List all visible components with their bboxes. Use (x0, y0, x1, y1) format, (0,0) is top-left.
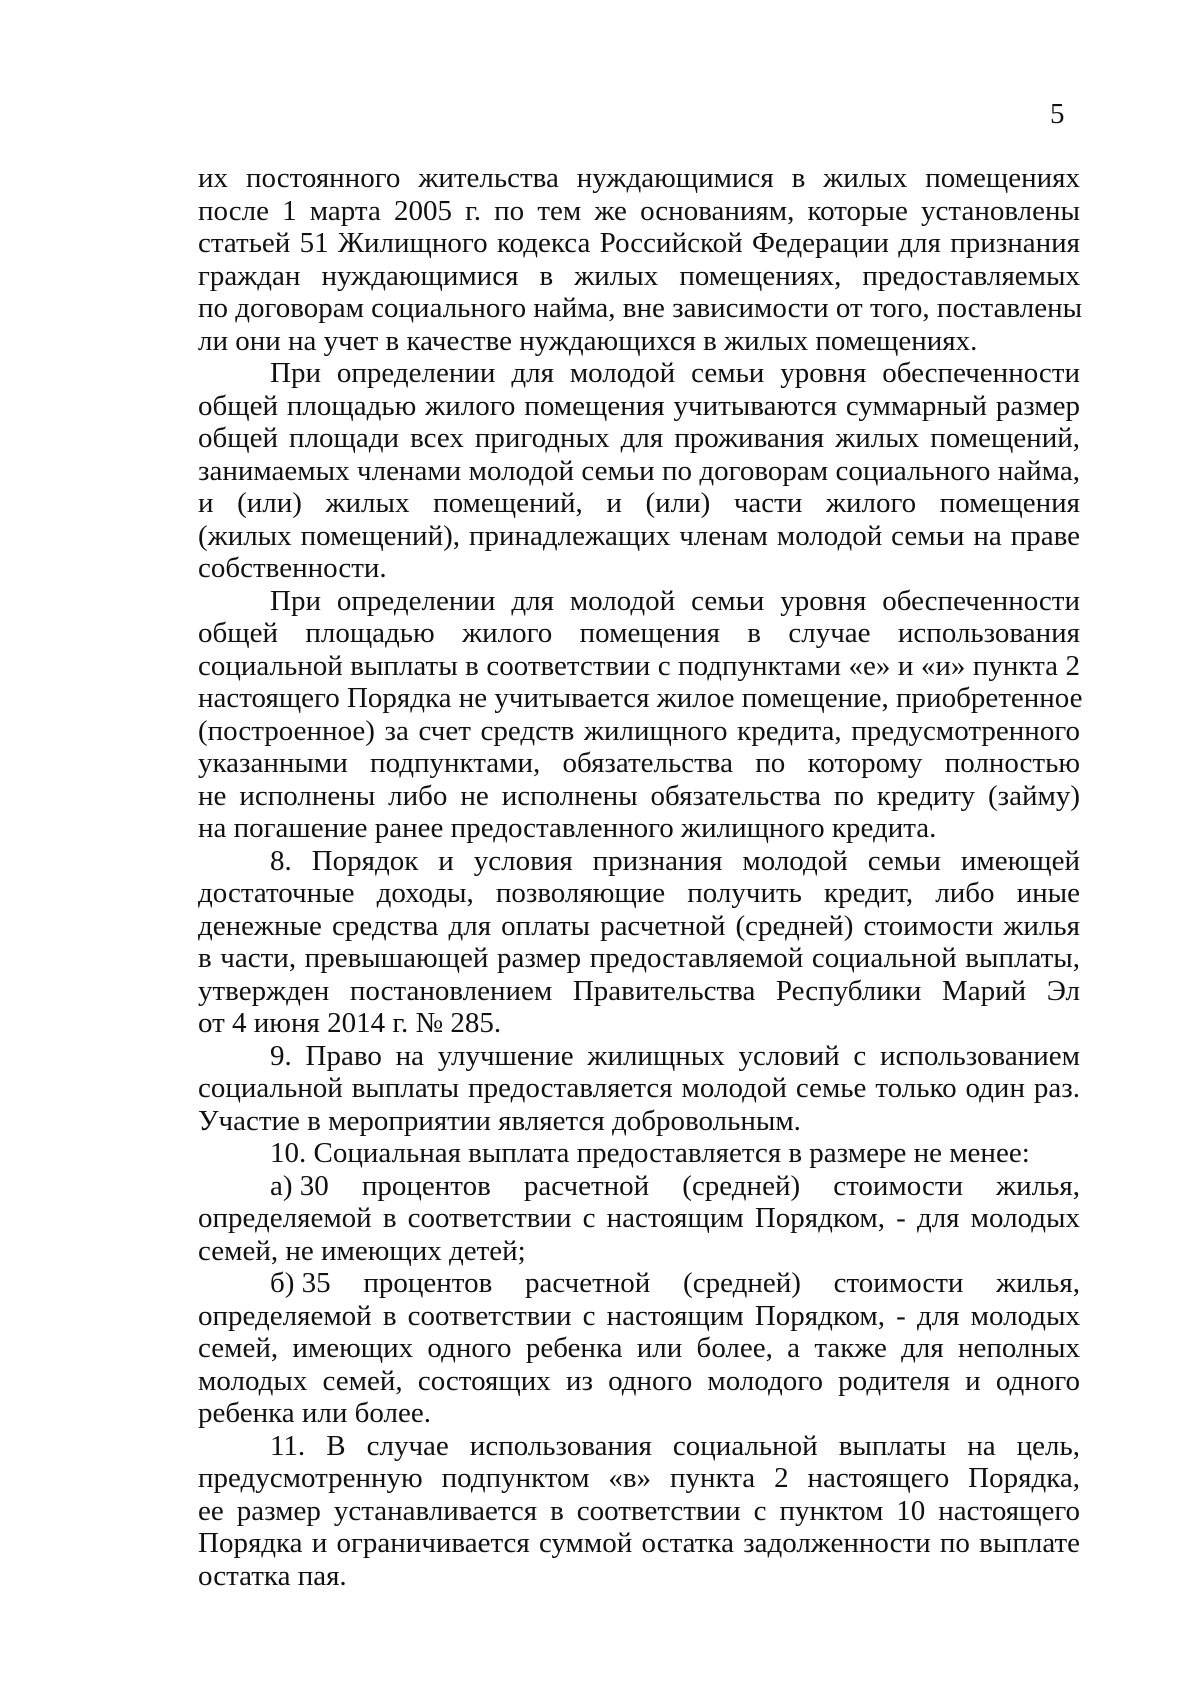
text-line: их постоянного жительства нуждающимися в жилых помещениях (198, 162, 1080, 194)
word: (средней) (683, 1267, 801, 1299)
text-line: 8. Порядок и условия признания молодой семьи имеющей (270, 844, 1080, 877)
text-line: граждан нуждающимися в жилых помещениях, предоставляемых (198, 259, 1080, 292)
text-line: и (или) жилых помещений, и (или) части жилого помещения (198, 487, 1080, 519)
text-line: социальной выплаты предоставляется молодой семье только один раз. (198, 1072, 1080, 1104)
word: процентов (361, 1169, 491, 1202)
text-line: в части, превышающей размер предоставляемой социальной выплаты, (198, 942, 1080, 974)
text-line: настоящего Порядка не учитывается жилое помещение, приобретенное (198, 682, 1083, 714)
text-line: Участие в мероприятии является добровольным. (198, 1104, 801, 1137)
word: расчетной (523, 1169, 650, 1202)
text-line: 10. Социальная выплата предоставляется в размере не менее: (270, 1137, 1030, 1169)
text-line: Порядка и ограничивается суммой остатка задолженности по выплате (198, 1527, 1080, 1559)
word: процентов (363, 1267, 493, 1299)
text-line: определяемой в соответствии с настоящим Порядком, - для молодых (198, 1299, 1080, 1332)
text-line: от 4 июня 2014 г. № 285. (198, 1007, 502, 1039)
text-line: общей площадью жилого помещения учитываются суммарный размер (198, 389, 1080, 422)
text-line: 11. В случае использования социальной выплаты на цель, (270, 1429, 1080, 1462)
word: (средней) (682, 1169, 801, 1202)
word: жилья, (996, 1169, 1080, 1202)
text-line: статьей 51 Жилищного кодекса Российской Федерации для признания (198, 227, 1080, 259)
text-line: после 1 марта 2005 г. по тем же основаниям, которые установлены (198, 194, 1080, 227)
text-line: При определении для молодой семьи уровня обеспеченности (270, 584, 1080, 617)
text-line: достаточные доходы, позволяющие получить кредит, либо иные (198, 877, 1080, 909)
text-line: ее размер устанавливается в соответствии с пунктом 10 настоящего (198, 1494, 1080, 1527)
word: стоимости (833, 1169, 964, 1202)
text-line: семей, не имеющих детей; (198, 1234, 526, 1267)
page-number: 5 (1050, 98, 1065, 130)
word: б) 35 (270, 1267, 331, 1299)
text-line: общей площадью жилого помещения в случае использования (198, 617, 1080, 649)
text-line: на погашение ранее предоставленного жилищного кредита. (198, 812, 937, 844)
word: жилья, (996, 1267, 1080, 1299)
text-line: предусмотренную подпунктом «в» пункта 2 настоящего Порядка, (198, 1462, 1080, 1494)
text-line: ребенка или более. (198, 1397, 432, 1429)
text-line: остатка пая. (198, 1559, 347, 1592)
text-line: определяемой в соответствии с настоящим Порядком, - для молодых (198, 1202, 1080, 1234)
text-line: ли они на учет в качестве нуждающихся в жилых помещениях. (198, 324, 978, 357)
text-line: социальной выплаты в соответствии с подпунктами «е» и «и» пункта 2 (198, 649, 1080, 682)
text-line: молодых семей, состоящих из одного молодого родителя и одного (198, 1364, 1080, 1397)
text-line: по договорам социального найма, вне зависимости от того, поставлены (198, 292, 1083, 324)
text-line: указанными подпунктами, обязательства по которому полностью (198, 747, 1080, 779)
text-line: общей площади всех пригодных для проживания жилых помещений, (198, 422, 1080, 454)
text-line: занимаемых членами молодой семьи по договорам социального найма, (198, 454, 1080, 487)
subitem-b-first-line (198, 1267, 1080, 1300)
text-line: денежные средства для оплаты расчетной (средней) стоимости жилья (198, 909, 1080, 942)
word: расчетной (525, 1267, 651, 1299)
text-line: семей, имеющих одного ребенка или более, а также для неполных (198, 1332, 1080, 1364)
text-line: не исполнены либо не исполнены обязательства по кредиту (займу) (198, 779, 1080, 812)
subitem-a-first-line (198, 1170, 1080, 1203)
text-line: При определении для молодой семьи уровня обеспеченности (270, 357, 1080, 389)
word: стоимости (833, 1267, 964, 1299)
text-line: утвержден постановлением Правительства Республики Марий Эл (198, 974, 1080, 1007)
text-line: (жилых помещений), принадлежащих членам молодой семьи на праве (198, 519, 1080, 552)
text-line: 9. Право на улучшение жилищных условий с использованием (270, 1039, 1080, 1072)
text-line: собственности. (198, 552, 387, 584)
body-text (198, 162, 1083, 1592)
word: а) 30 (270, 1169, 329, 1202)
text-line: (построенное) за счет средств жилищного кредита, предусмотренного (198, 714, 1080, 747)
